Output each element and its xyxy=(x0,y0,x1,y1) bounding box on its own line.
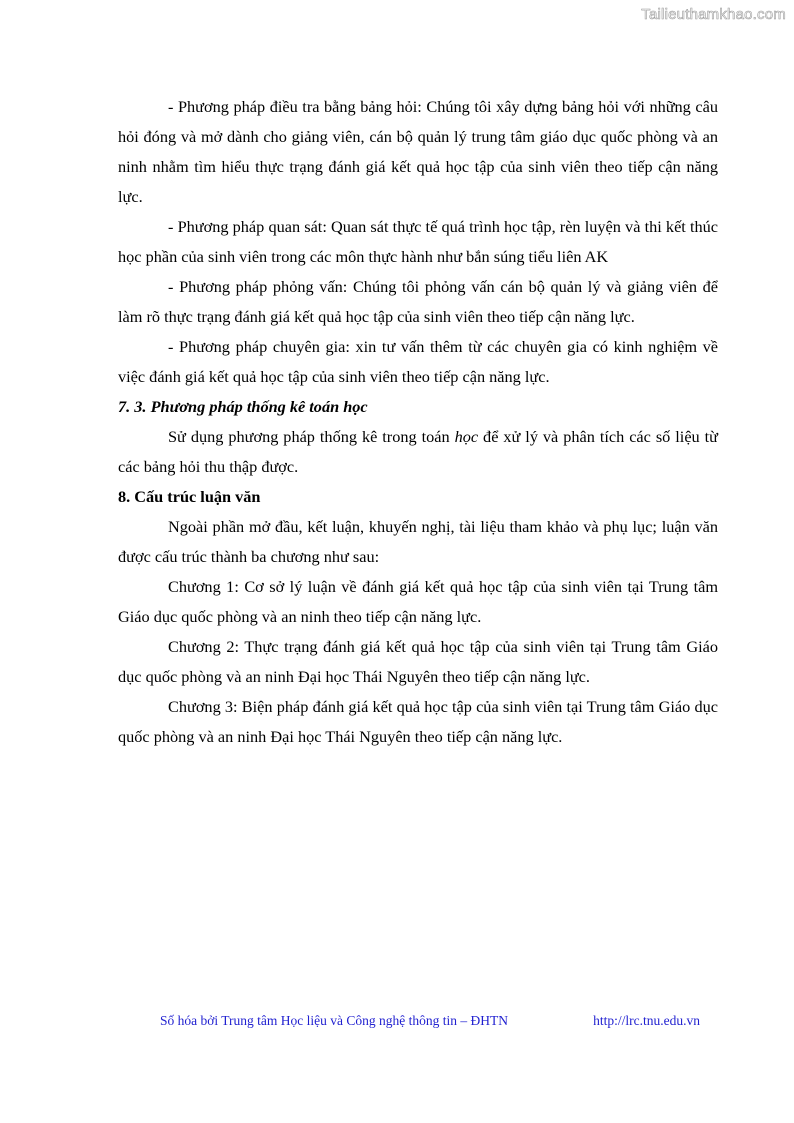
statistics-text-end: để xử lý và phân tích các số liệu từ các bảng hỏi thu thập được. xyxy=(118,427,718,476)
paragraph-structure-intro: Ngoài phần mở đầu, kết luận, khuyến nghị, tài liệu tham khảo và phụ lục; luận văn được cấu trúc thành ba chương như sau: xyxy=(118,517,718,566)
footer-url-link[interactable]: http://lrc.tnu.edu.vn xyxy=(593,1013,700,1028)
paragraph-observation-method: - Phương pháp quan sát: Quan sát thực tế quá trình học tập, rèn luyện và thi kết thúc học phần của sinh viên trong các môn thực hành như bắn súng tiểu liên AK xyxy=(118,217,718,266)
paragraph-chapter-3: Chương 3: Biện pháp đánh giá kết quả học tập của sinh viên tại Trung tâm Giáo dục quốc phòng và an ninh Đại học Thái Nguyên theo tiếp cận năng lực. xyxy=(118,697,718,746)
paragraph-statistics-method xyxy=(118,422,718,482)
footer-credit: Số hóa bởi Trung tâm Học liệu và Công nghệ thông tin – ĐHTN xyxy=(160,1013,509,1028)
paragraph-chapter-1: Chương 1: Cơ sở lý luận về đánh giá kết quả học tập của sinh viên tại Trung tâm Giáo dục quốc phòng và an ninh theo tiếp cận năng lực. xyxy=(118,577,718,626)
paragraph-survey-method: - Phương pháp điều tra bằng bảng hỏi: Chúng tôi xây dựng bảng hỏi với những câu hỏi đóng và mở dành cho giảng viên, cán bộ quản lý trung tâm giáo dục quốc phòng và an ninh nhằm tìm hiểu thực trạng đánh giá kết quả học tập của sinh viên theo tiếp cận năng lực. xyxy=(118,97,718,206)
watermark: Tailieuthamkhao.com xyxy=(641,6,786,23)
paragraph-chapter-2: Chương 2: Thực trạng đánh giá kết quả học tập của sinh viên tại Trung tâm Giáo dục quốc phòng và an ninh Đại học Thái Nguyên theo tiếp cận năng lực. xyxy=(118,637,718,686)
paragraph-interview-method: - Phương pháp phỏng vấn: Chúng tôi phỏng vấn cán bộ quản lý và giảng viên để làm rõ thực trạng đánh giá kết quả học tập của sinh viên theo tiếp cận năng lực. xyxy=(118,277,718,326)
section-heading-7-3: 7. 3. Phương pháp thống kê toán học xyxy=(118,397,368,416)
statistics-text-italic: học xyxy=(454,427,479,446)
section-heading-8: 8. Cấu trúc luận văn xyxy=(118,487,261,506)
page-footer xyxy=(160,1013,700,1029)
document-body xyxy=(118,92,718,752)
statistics-text-start: Sử dụng phương pháp thống kê trong toán xyxy=(168,427,455,446)
paragraph-expert-method: - Phương pháp chuyên gia: xin tư vấn thêm từ các chuyên gia có kinh nghiệm về việc đánh giá kết quả học tập của sinh viên theo tiếp cận năng lực. xyxy=(118,337,718,386)
